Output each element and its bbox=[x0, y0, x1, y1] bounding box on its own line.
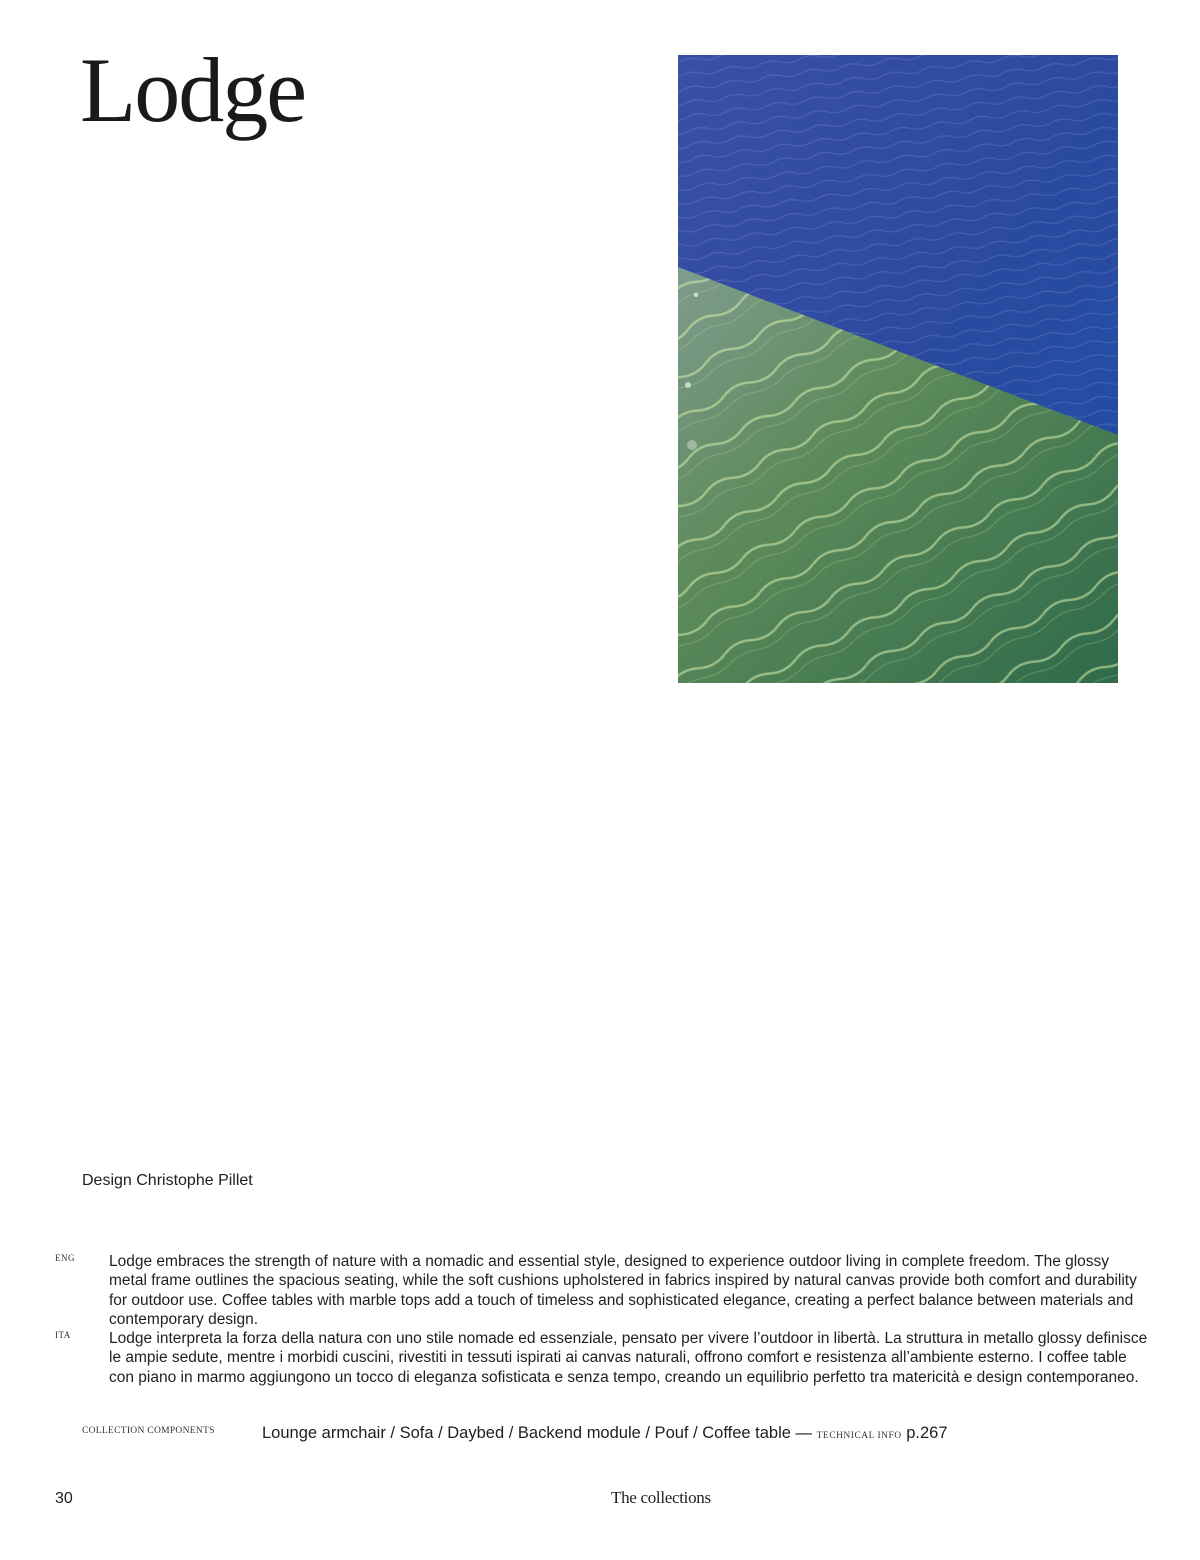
water-photo-graphic bbox=[678, 55, 1118, 683]
description-italian: Lodge interpreta la forza della natura con uno stile nomade ed essenziale, pensato per vivere l’outdoor in libertà. La struttura in metallo glossy definisce le ampie sedute, mentre i morbidi cuscini, rivestiti in tessuti ispirati ai canvas naturali, offrono comfort e resistenza all’ambiente esterno. I coffee table con piano in marmo aggiungono un tocco di eleganza sofisticata e senza tempo, creando un equilibrio perfetto tra matericità e design contemporaneo. bbox=[109, 1330, 1148, 1386]
components-items: Lounge armchair / Sofa / Daybed / Backend module / Pouf / Coffee table — bbox=[262, 1424, 813, 1442]
description-english: Lodge embraces the strength of nature with a nomadic and essential style, designed to experience outdoor living in complete freedom. The glossy metal frame outlines the spacious seating, while the soft cushions upholstered in fabrics inspired by natural canvas provide both comfort and durability for outdoor use. Coffee tables with marble tops add a touch of timeless and sophisticated elegance, creating a perfect balance between materials and contemporary design. bbox=[109, 1253, 1137, 1329]
section-title: The collections bbox=[611, 1488, 711, 1507]
page-number: 30 bbox=[55, 1490, 73, 1507]
technical-info-label: TECHNICAL INFO bbox=[816, 1431, 902, 1441]
language-label-ita: ITA bbox=[55, 1330, 71, 1340]
language-label-eng: ENG bbox=[55, 1253, 75, 1263]
water-surface-photo bbox=[678, 55, 1118, 683]
collection-components-list bbox=[262, 1424, 948, 1443]
technical-info-page-link[interactable]: p.267 bbox=[906, 1424, 948, 1442]
collection-components-label: COLLECTION COMPONENTS bbox=[82, 1426, 215, 1436]
page-title: Lodge bbox=[80, 39, 306, 141]
designer-credit: Design Christophe Pillet bbox=[82, 1172, 253, 1189]
